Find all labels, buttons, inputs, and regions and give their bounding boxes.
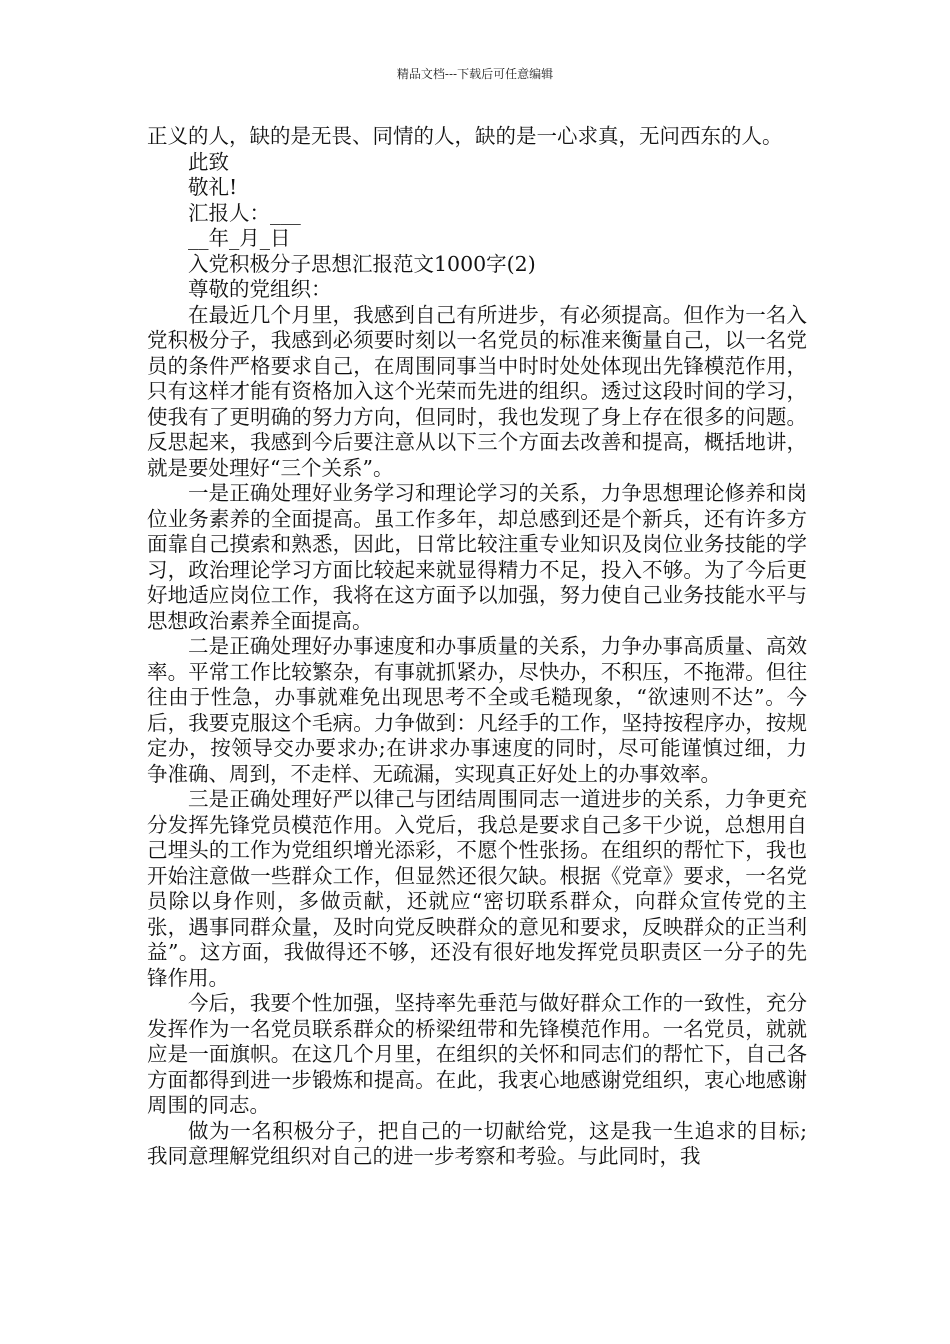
salutation-cizhi: 此致 — [188, 149, 229, 174]
section-title: 入党积极分子思想汇报范文1000字(2) — [188, 251, 536, 276]
page-header: 精品文档---下载后可任意编辑 — [396, 67, 554, 81]
paragraph-first-relation: 一是正确处理好业务学习和理论学习的关系，力争思想理论修养和岗位业务素养的全面提高。虽工作多年，却总感到还是个新兵，还有许多方面靠自己摸索和熟悉，因此，日常比较注重专业知识及岗位业务技能的学习，政治理论学习方面比较起来就显得精力不足，投入不够。为了今后更好地适应岗位工作，我将在这方面予以加强，努力使自己业务技能水平与思想政治素养全面提高。 — [147, 481, 807, 633]
paragraph-second-relation: 二是正确处理好办事速度和办事质量的关系，力争办事高质量、高效率。平常工作比较繁杂，有事就抓紧办，尽快办，不积压，不拖滞。但往往由于性急，办事就难免出现思考不全或毛糙现象，“欲速则不达”。今后，我要克服这个毛病。力争做到：凡经手的工作，坚持按程序办，按规定办，按领导交办要求办;在讲求办事速度的同时，尽可能谨慎过细，力争准确、周到，不走样、无疏漏，实现真正好处上的办事效率。 — [147, 634, 807, 786]
paragraph-goal: 做为一名积极分子，把自己的一切献给党，这是我一生追求的目标;我同意理解党组织对自己的进一步考察和考验。与此同时，我 — [147, 1118, 807, 1168]
document-body — [147, 124, 807, 1170]
greeting: 尊敬的党组织： — [188, 277, 332, 301]
paragraph-closing-sentence: 正义的人，缺的是无畏、同情的人，缺的是一心求真，无问西东的人。 — [147, 124, 783, 148]
salutation-jingli: 敬礼! — [188, 175, 238, 199]
reporter-line: 汇报人：___ — [188, 200, 301, 225]
paragraph-intro: 在最近几个月里，我感到自己有所进步，有必须提高。但作为一名入党积极分子，我感到必须要时刻以一名党员的标准来衡量自己，以一名党员的条件严格要求自己，在周围同事当中时时处处体现出先锋模范作用，只有这样才能有资格加入这个光荣而先进的组织。透过这段时间的学习，使我有了更明确的努力方向，但同时，我也发现了身上存在很多的问题。反思起来，我感到今后要注意从以下三个方面去改善和提高，概括地讲，就是要处理好“三个关系”。 — [147, 302, 807, 480]
paragraph-future: 今后，我要个性加强，坚持率先垂范与做好群众工作的一致性，充分发挥作为一名党员联系群众的桥梁纽带和先锋模范作用。一名党员，就就应是一面旗帜。在这几个月里，在组织的关怀和同志们的帮忙下，自己各方面都得到进一步锻炼和提高。在此，我衷心地感谢党组织，衷心地感谢周围的同志。 — [147, 991, 807, 1117]
date-line: __年_月_日 — [188, 226, 291, 250]
paragraph-third-relation: 三是正确处理好严以律己与团结周围同志一道进步的关系，力争更充分发挥先锋党员模范作用。入党后，我总是要求自己多干少说，总想用自己埋头的工作为党组织增光添彩，不愿个性张扬。在组织的帮忙下，我也开始注意做一些群众工作，但显然还很欠缺。根据《党章》要求，一名党员除以身作则，多做贡献，还就应“密切联系群众，向群众宣传党的主张，遇事同群众量，及时向党反映群众的意见和要求，反映群众的正当利益”。这方面，我做得还不够，还没有很好地发挥党员职责区一分子的先锋作用。 — [147, 787, 807, 990]
